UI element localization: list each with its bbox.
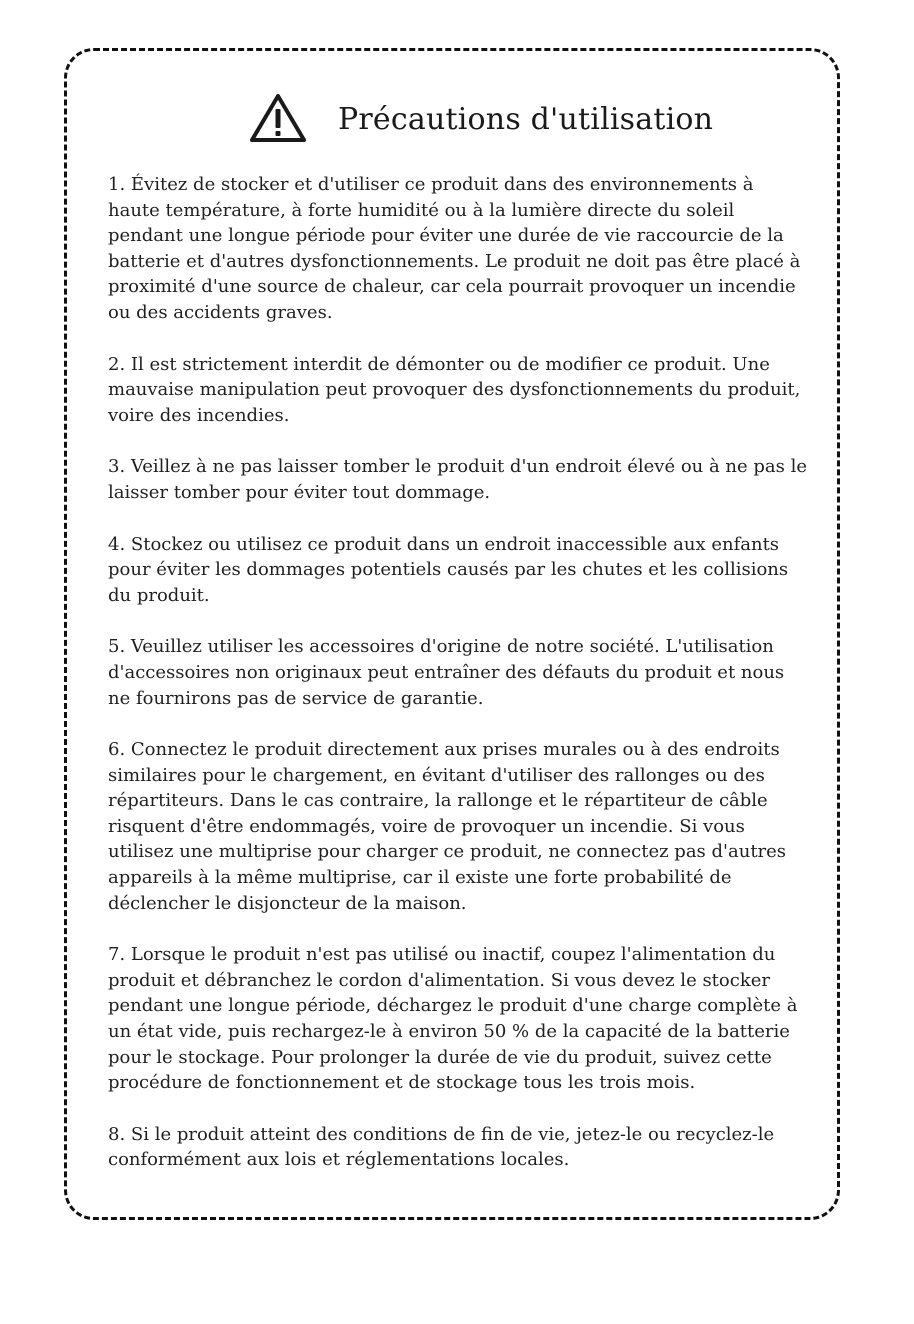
precaution-item-4: 4. Stockez ou utilisez ce produit dans un endroit inaccessible aux enfants pour éviter les dommages potentiels causés par les chutes et les collisions du produit. (108, 533, 789, 606)
page-title: Précautions d'utilisation (338, 102, 714, 137)
precaution-item-2: 2. Il est strictement interdit de démonter ou de modifier ce produit. Une mauvaise manipulation peut provoquer des dysfonctionnements du produit, voire des incendies. (108, 353, 801, 426)
header (0, 86, 914, 150)
precaution-item-3: 3. Veillez à ne pas laisser tomber le produit d'un endroit élevé ou à ne pas le laisser tomber pour éviter tout dommage. (108, 456, 808, 503)
precaution-item-6: 6. Connectez le produit directement aux prises murales ou à des endroits similaires pour le chargement, en évitant d'utiliser des rallonges ou des répartiteurs. Dans le cas contraire, la rallonge et le répartiteur de câble risquent d'être endommagés, voire de provoquer un incendie. Si vous utilisez une multiprise pour charger ce produit, ne connectez pas d'autres appareils à la même multiprise, car il existe une forte probabilité de déclencher le disjoncteur de la maison. (108, 739, 787, 914)
warning-triangle-icon (248, 92, 308, 144)
precaution-item-5: 5. Veuillez utiliser les accessoires d'origine de notre société. L'utilisation d'accessoires non originaux peut entraîner des défauts du produit et nous ne fournirons pas de service de garantie. (108, 636, 785, 709)
precautions-list (108, 172, 810, 1199)
precaution-item-8: 8. Si le produit atteint des conditions de fin de vie, jetez-le ou recyclez-le conformément aux lois et réglementations locales. (108, 1123, 775, 1171)
precaution-item-7: 7. Lorsque le produit n'est pas utilisé ou inactif, coupez l'alimentation du produit et débranchez le cordon d'alimentation. Si vous devez le stocker pendant une longue période, déchargez le produit d'une charge complète à un état vide, puis rechargez-le à environ 50 % de la capacité de la batterie pour le stockage. Pour prolonger la durée de vie du produit, suivez cette procédure de fonctionnement et de stockage tous les trois mois. (108, 944, 798, 1094)
precaution-item-1: 1. Évitez de stocker et d'utiliser ce produit dans des environnements à haute température, à forte humidité ou à la lumière directe du soleil pendant une longue période pour éviter une durée de vie raccourcie de la batterie et d'autres dysfonctionnements. Le produit ne doit pas être placé à proximité d'une source de chaleur, car cela pourrait provoquer un incendie ou des accidents graves. (108, 174, 801, 323)
